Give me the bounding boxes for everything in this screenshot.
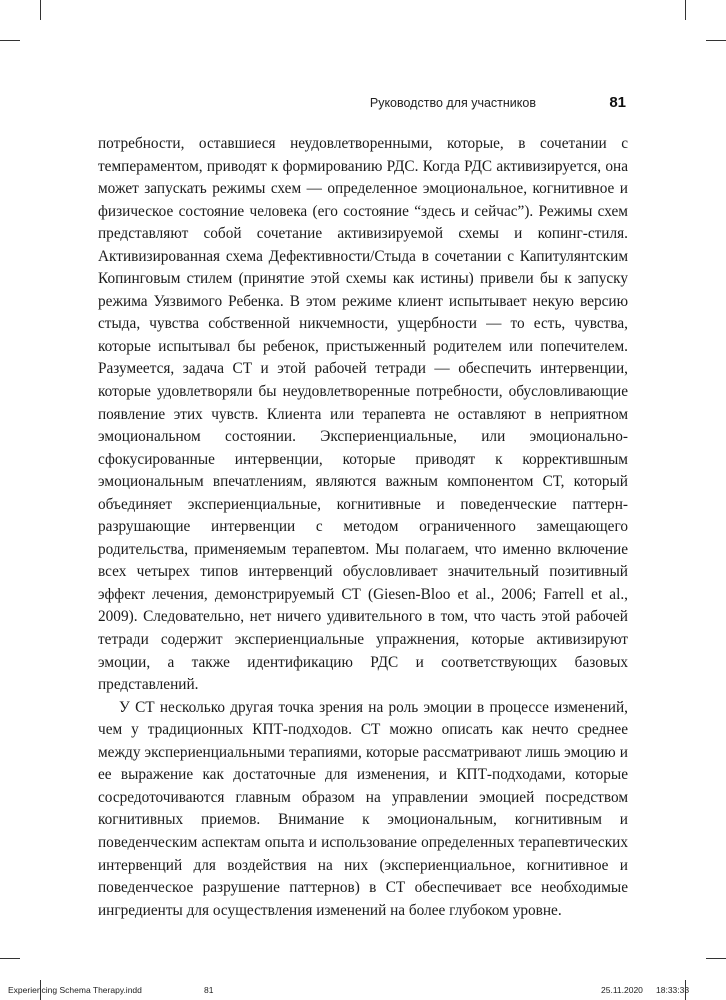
running-header <box>98 94 628 114</box>
running-title: Руководство для участников <box>369 96 536 110</box>
paragraph: потребности, оставшиеся неудовлетворенными, которые, в сочетании с темпераментом, приводят к формированию РДС. Когда РДС активизируется, она может запускать режимы схем — определенное эмоциональное, когнитивное и физическое состояние человека (его состояние “здесь и сейчас”). Режимы схем представляют собой сочетание активизируемой схемы и копинг-стиля. Активизированная схема Дефективности/Стыда в сочетании с Капитулянтским Копинговым стилем (принятие этой схемы как истины) привели бы к запуску режима Уязвимого Ребенка. В этом режиме клиент испытывает некую версию стыда, чувства собственной никчемности, ущербности — то есть, чувства, которые испытывал бы ребенок, пристыженный родителем или попечителем. Разумеется, задача СТ и этой рабочей тетради — обеспечить интервенции, которые удовлетворяли бы неудовлетворенные потребности, обусловливающие появление этих чувств. Клиента или терапевта не оставляют в неприятном эмоциональном состоянии. Экспериенциальные, или эмоционально-сфокусированные интервенции, которые приводят к корректившным эмоциональным впечатлениям, являются важным компонентом СТ, который объединяет экспериенциальные, когнитивные и поведенческие паттерн-разрушающие интервенции с методом ограниченного замещающего родительства, применяемым терапевтом. Мы полагаем, что именно включение всех четырех типов интервенций обусловливает значительный позитивный эффект лечения, демонстрируемый СТ (Giesen-Bloo et al., 2006; Farrell et al., 2009). Следовательно, нет ничего удивительного в том, что часть этой рабочей тетради содержит экспериенциальные упражнения, которые активизируют эмоции, а также идентификацию РДС и соответствующих базовых представлений. <box>98 135 628 694</box>
slug-filename: Experiencing Schema Therapy.indd <box>8 985 142 995</box>
crop-mark <box>40 0 41 20</box>
crop-mark <box>706 40 726 41</box>
slug-date: 25.11.2020 <box>601 985 643 995</box>
slug-page: 81 <box>204 985 214 995</box>
body-text <box>98 133 628 922</box>
paragraph: У СТ несколько другая точка зрения на роль эмоции в процессе изменений, чем у традиционных КПТ-подходов. СТ можно описать как нечто среднее между экспериенциальными терапиями, которые рассматривают лишь эмоцию и ее выражение как достаточные для изменения, и КПТ-подходами, которые сосредоточиваются главным образом на управлении эмоцией посредством когнитивных приемов. Внимание к эмоциональным, когнитивным и поведенческим аспектам опыта и использование определенных терапевтических интервенций для воздействия на них (экспериенциальное, когнитивное и поведенческое разрушение паттернов) в СТ обеспечивает все необходимые ингредиенты для осуществления изменений на более глубоком уровне. <box>98 698 628 919</box>
crop-mark <box>706 958 726 959</box>
page-number: 81 <box>609 94 626 111</box>
crop-mark <box>0 40 20 41</box>
slug-time: 18:33:33 <box>656 985 690 995</box>
crop-mark <box>0 958 20 959</box>
crop-mark <box>685 0 686 20</box>
